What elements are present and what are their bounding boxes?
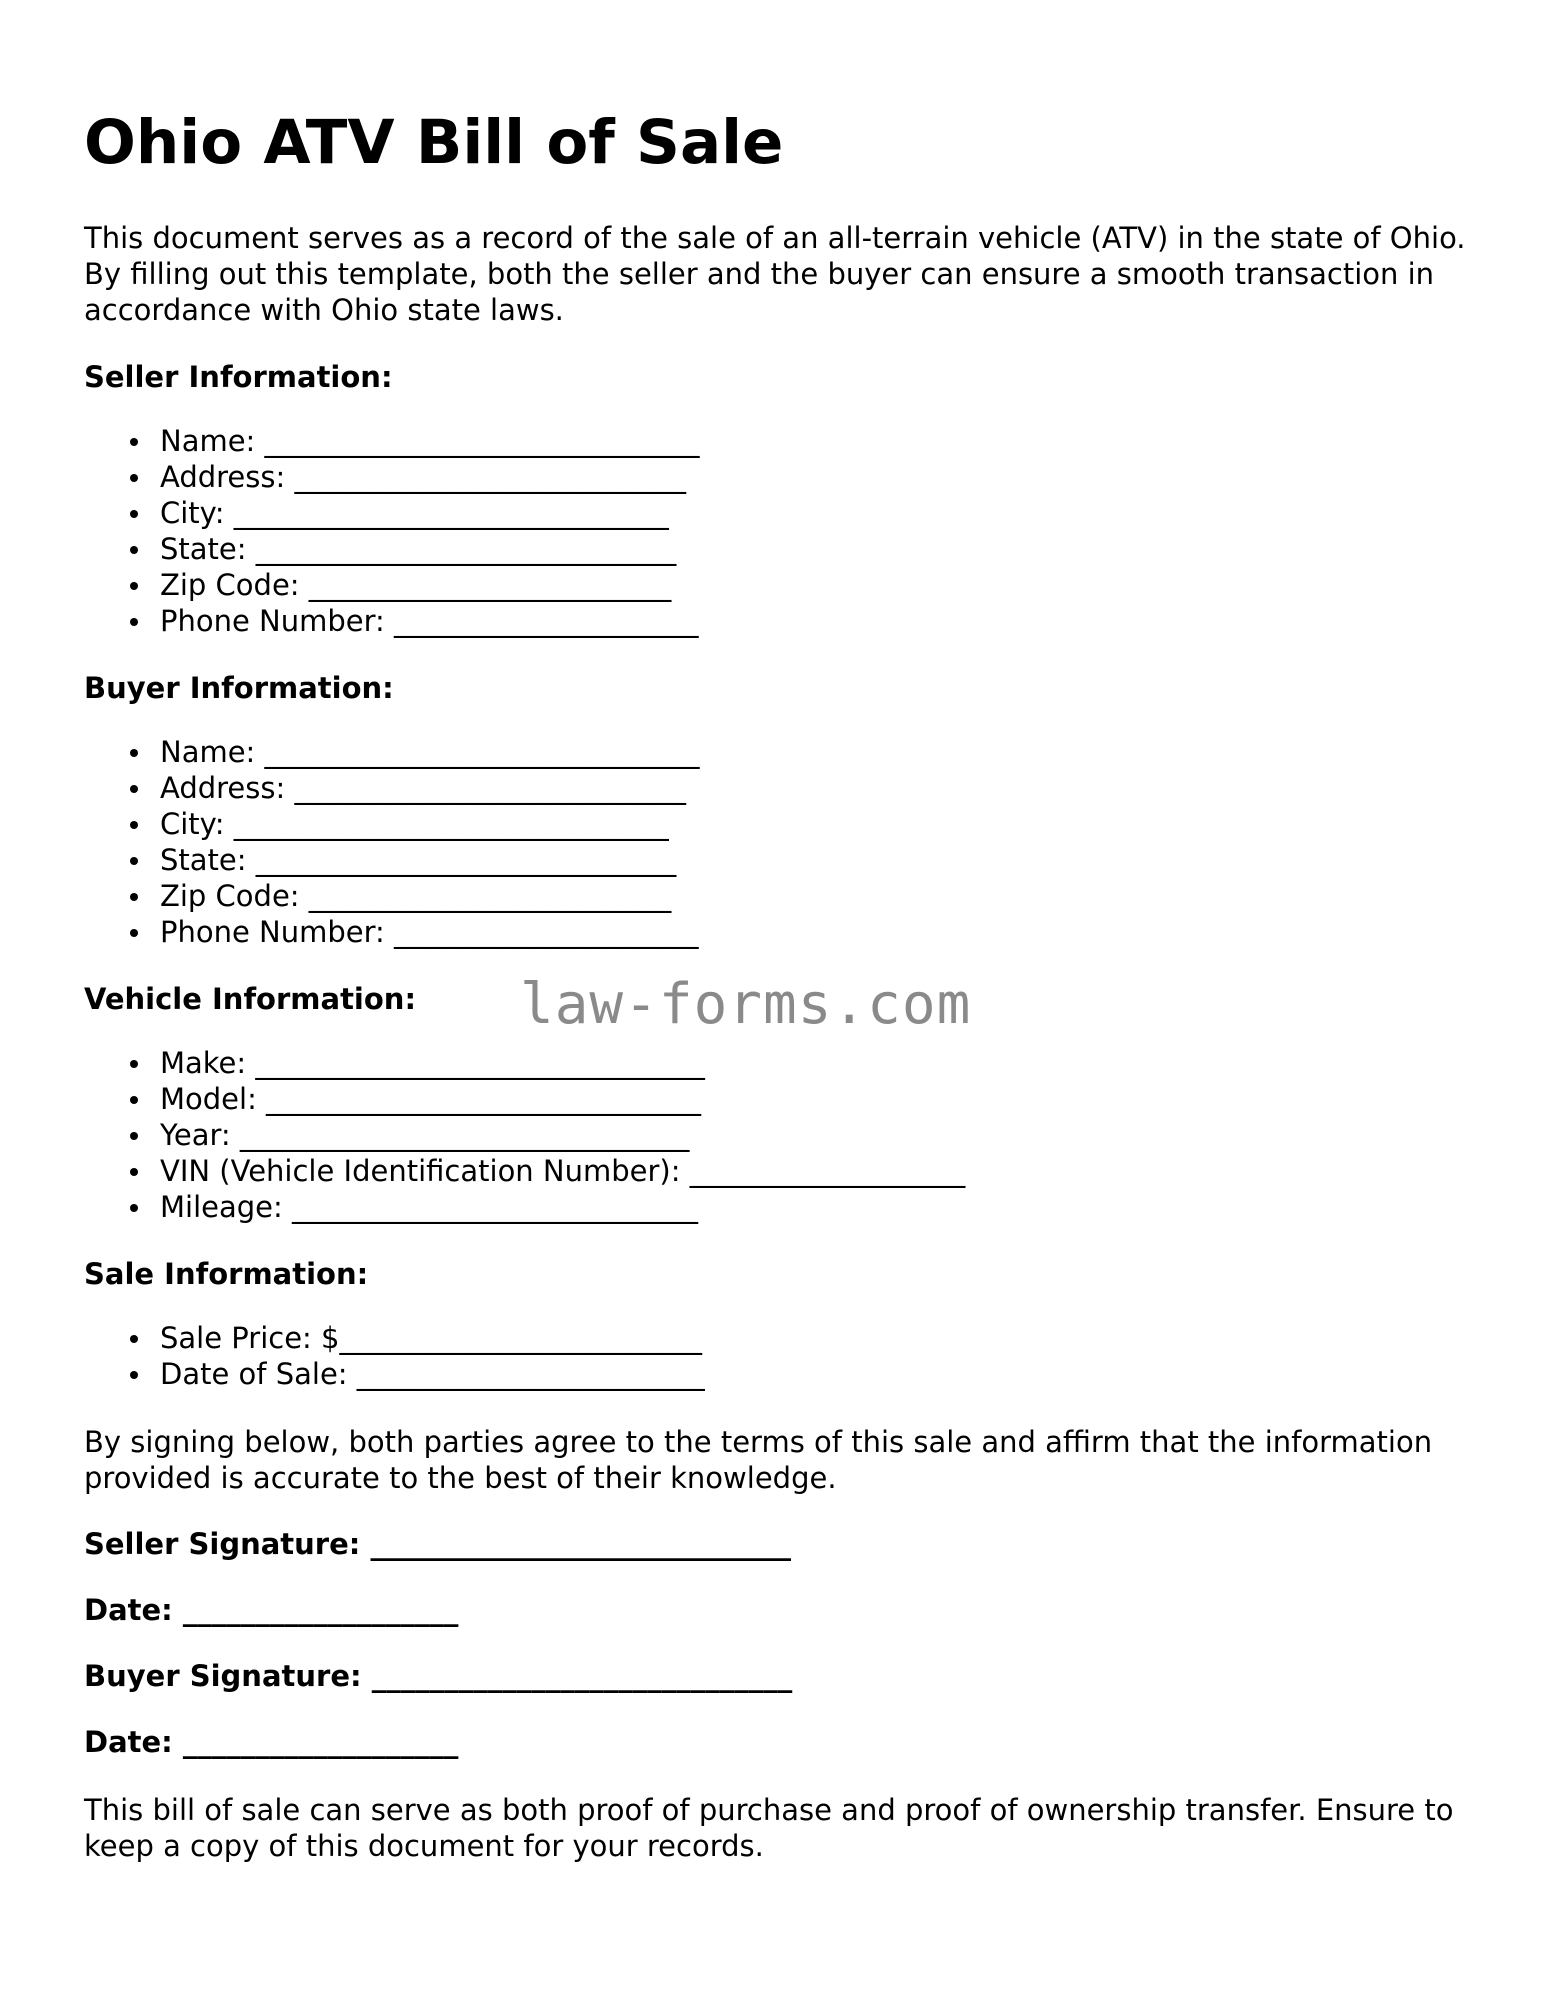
agreement-paragraph: By signing below, both parties agree to the terms of this sale and affirm that the information provided is accurate to the best of their knowledge. — [84, 1425, 1433, 1495]
seller-information-heading: Seller Information: — [84, 360, 393, 394]
buyer-name-field[interactable]: Name: ______________________________ — [160, 734, 1484, 770]
vehicle-information-heading: Vehicle Information: — [84, 982, 417, 1016]
seller-city-field[interactable]: City: ______________________________ — [160, 495, 1484, 531]
sale-price-field[interactable]: Sale Price: $_________________________ — [160, 1320, 1484, 1356]
seller-name-field[interactable]: Name: ______________________________ — [160, 423, 1484, 459]
watermark: law-forms.com — [520, 972, 972, 1037]
closing-paragraph: This bill of sale can serve as both proof of purchase and proof of ownership transfer. Ensure to keep a copy of this document for your records. — [84, 1793, 1454, 1863]
vehicle-information-list — [84, 1045, 1484, 1225]
seller-zip-field[interactable]: Zip Code: _________________________ — [160, 567, 1484, 603]
seller-phone-field[interactable]: Phone Number: _____________________ — [160, 603, 1484, 639]
seller-information-list — [84, 423, 1484, 639]
vehicle-mileage-field[interactable]: Mileage: ____________________________ — [160, 1189, 1484, 1225]
sale-information-list — [84, 1320, 1484, 1392]
intro-paragraph: This document serves as a record of the sale of an all-terrain vehicle (ATV) in the state of Ohio. By filling out this template, both the seller and the buyer can ensure a smooth transaction in accordance with Ohio state laws. — [84, 221, 1466, 327]
vehicle-vin-field[interactable]: VIN (Vehicle Identification Number): ___________________ — [160, 1153, 1484, 1189]
buyer-state-field[interactable]: State: _____________________________ — [160, 842, 1484, 878]
seller-date-line[interactable]: Date: ___________________ — [84, 1593, 459, 1627]
buyer-signature-line[interactable]: Buyer Signature: _____________________________ — [84, 1659, 793, 1693]
sale-information-heading: Sale Information: — [84, 1257, 369, 1291]
buyer-date-line[interactable]: Date: ___________________ — [84, 1725, 459, 1759]
buyer-information-list — [84, 734, 1484, 950]
buyer-information-heading: Buyer Information: — [84, 671, 394, 705]
vehicle-year-field[interactable]: Year: _______________________________ — [160, 1117, 1484, 1153]
document-title: Ohio ATV Bill of Sale — [84, 107, 784, 178]
buyer-city-field[interactable]: City: ______________________________ — [160, 806, 1484, 842]
buyer-address-field[interactable]: Address: ___________________________ — [160, 770, 1484, 806]
seller-address-field[interactable]: Address: ___________________________ — [160, 459, 1484, 495]
buyer-zip-field[interactable]: Zip Code: _________________________ — [160, 878, 1484, 914]
vehicle-make-field[interactable]: Make: _______________________________ — [160, 1045, 1484, 1081]
vehicle-model-field[interactable]: Model: ______________________________ — [160, 1081, 1484, 1117]
sale-date-field[interactable]: Date of Sale: ________________________ — [160, 1356, 1484, 1392]
seller-state-field[interactable]: State: _____________________________ — [160, 531, 1484, 567]
seller-signature-line[interactable]: Seller Signature: _____________________________ — [84, 1527, 791, 1561]
buyer-phone-field[interactable]: Phone Number: _____________________ — [160, 914, 1484, 950]
